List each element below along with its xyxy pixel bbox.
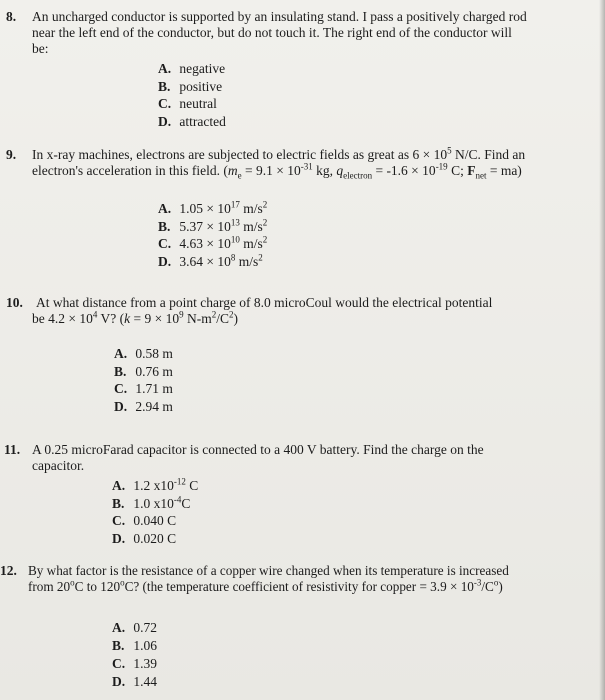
option-text: 3.64 × 10: [179, 253, 231, 269]
answer-option[interactable]: [112, 495, 198, 513]
option-text: 5.37 × 10: [179, 218, 231, 234]
option-unit: m/s: [239, 201, 263, 216]
answer-option[interactable]: [112, 477, 198, 495]
option-letter: A.: [158, 61, 172, 76]
option-letter: C.: [158, 236, 172, 251]
text-segment: from 20: [28, 579, 71, 594]
option-text: 1.71 m: [135, 381, 173, 396]
text-segment: electron's acceleration in this field. (: [32, 163, 228, 178]
question-line: be:: [32, 41, 49, 56]
option-text: attracted: [179, 113, 226, 129]
option-letter: D.: [158, 253, 172, 269]
question-9: [0, 140, 605, 280]
text-segment: N/C. Find an: [451, 147, 526, 162]
answer-option[interactable]: [112, 512, 198, 530]
question-line: By what factor is the resistance of a copper wire changed when its temperature is increased: [28, 563, 509, 578]
question-line: [32, 163, 600, 179]
symbol: q: [336, 163, 344, 178]
symbol: F: [467, 163, 476, 178]
option-text: neutral: [179, 96, 217, 111]
answer-option[interactable]: [112, 673, 157, 691]
option-text: positive: [179, 78, 223, 94]
exponent: 17: [230, 199, 240, 210]
answer-option[interactable]: [114, 398, 173, 416]
option-letter: B.: [114, 363, 127, 379]
option-letter: A.: [158, 201, 172, 216]
degree-mark: o: [70, 577, 75, 588]
text-segment: C? (the temperature coefficient of resistivity for copper = 3.9 × 10: [124, 579, 474, 594]
degree-mark: o: [493, 577, 499, 588]
text-segment: ): [498, 579, 503, 594]
option-text: 1.44: [133, 674, 157, 689]
option-text: 0.76 m: [135, 363, 173, 379]
question-text: [32, 147, 600, 179]
option-letter: A.: [112, 478, 126, 493]
option-letter: B.: [112, 495, 125, 511]
text-segment: ): [233, 311, 238, 326]
text-segment: = 9 × 10: [130, 311, 180, 326]
option-letter: B.: [112, 638, 125, 653]
exponent: 8: [230, 252, 236, 262]
answer-options: [112, 619, 157, 691]
exponent: 2: [258, 252, 263, 262]
question-number: 8.: [6, 9, 17, 24]
answer-option[interactable]: [158, 200, 267, 218]
answer-option[interactable]: [112, 619, 157, 637]
answer-option[interactable]: [158, 235, 267, 253]
option-unit: m/s: [239, 218, 263, 234]
exponent: 2: [211, 309, 217, 320]
answer-options: [158, 200, 267, 270]
option-unit: m/s: [235, 253, 259, 269]
option-letter: C.: [158, 96, 172, 111]
text-segment: In x-ray machines, electrons are subjected to electric fields as great as 6 × 10: [32, 147, 448, 162]
question-number: 9.: [6, 147, 17, 162]
question-text: [28, 563, 602, 595]
question-number: 12.: [0, 563, 17, 578]
question-text: [32, 9, 600, 57]
question-text: [32, 295, 596, 327]
answer-option[interactable]: [114, 345, 173, 363]
text-segment: /C: [216, 311, 229, 326]
text-segment: be 4.2 × 10: [32, 311, 93, 326]
text-segment: = ma): [486, 163, 522, 178]
exponent: 10: [230, 234, 240, 245]
option-text: 0.040 C: [133, 513, 177, 528]
option-letter: C.: [112, 513, 126, 528]
page-edge-shadow: [599, 0, 605, 700]
question-line: [32, 311, 596, 327]
question-8: [0, 0, 605, 130]
option-letter: B.: [158, 78, 171, 94]
option-text: 1.39: [133, 656, 157, 671]
answer-option[interactable]: [158, 113, 226, 131]
subscript: electron: [343, 170, 373, 181]
exponent: -4: [173, 494, 182, 504]
option-unit: C: [181, 495, 191, 511]
question-number: 10.: [6, 295, 23, 310]
option-letter: D.: [114, 398, 128, 414]
answer-option[interactable]: [158, 60, 226, 78]
option-text: 1.2 x10: [133, 478, 174, 493]
symbol: k: [124, 311, 131, 326]
question-12: [0, 557, 605, 697]
exponent: -19: [435, 161, 448, 172]
answer-option[interactable]: [114, 363, 173, 381]
exponent: 2: [228, 309, 234, 320]
option-unit: C: [185, 478, 199, 493]
question-11: [0, 437, 605, 547]
answer-option[interactable]: [112, 637, 157, 655]
question-line: A 0.25 microFarad capacitor is connected to a 400 V battery. Find the charge on the: [32, 442, 484, 457]
text-segment: = -1.6 × 10: [372, 163, 436, 178]
answer-options: [158, 60, 226, 130]
option-text: 0.72: [133, 620, 157, 635]
exponent: 5: [447, 145, 452, 156]
exponent: 2: [262, 199, 268, 210]
exponent: 4: [92, 309, 98, 320]
question-text: [32, 442, 600, 474]
question-line: [32, 147, 600, 163]
text-segment: C;: [447, 163, 468, 178]
option-letter: D.: [112, 674, 126, 689]
option-letter: C.: [114, 381, 128, 396]
option-letter: A.: [114, 346, 128, 361]
option-text: 2.94 m: [135, 398, 173, 414]
text-segment: V? (: [97, 311, 125, 326]
question-line: capacitor.: [32, 458, 85, 473]
option-text: 4.63 × 10: [179, 236, 231, 251]
option-text: 0.58 m: [135, 346, 173, 361]
answer-option[interactable]: [158, 253, 267, 271]
answer-option[interactable]: [114, 380, 173, 398]
exponent: -3: [473, 577, 482, 588]
option-letter: D.: [158, 113, 172, 129]
option-letter: D.: [112, 530, 126, 546]
text-segment: N-m: [183, 311, 212, 326]
question-number: 11.: [4, 442, 21, 457]
answer-options: [112, 477, 198, 547]
text-segment: /C: [481, 579, 494, 594]
degree-mark: o: [120, 577, 125, 588]
text-segment: C to 120: [74, 579, 121, 594]
option-unit: m/s: [239, 236, 263, 251]
option-text: 1.05 × 10: [179, 201, 231, 216]
option-text: 1.06: [133, 638, 157, 653]
text-segment: kg,: [312, 163, 337, 178]
subscript: e: [237, 170, 242, 181]
question-line: At what distance from a point charge of 8.0 microCoul would the electrical potential: [36, 295, 493, 310]
option-letter: B.: [158, 218, 171, 234]
answer-option[interactable]: [112, 655, 157, 673]
answer-option[interactable]: [112, 530, 198, 548]
symbol: m: [227, 163, 238, 178]
text-segment: = 9.1 × 10: [241, 163, 301, 178]
question-line: An uncharged conductor is supported by an insulating stand. I pass a positively charged rod: [32, 9, 527, 24]
answer-option[interactable]: [158, 78, 226, 96]
exponent: -31: [300, 161, 313, 172]
exponent: 13: [230, 217, 240, 227]
option-text: 0.020 C: [133, 530, 177, 546]
question-line: near the left end of the conductor, but do not touch it. The right end of the conductor will: [32, 25, 512, 40]
question-line: [28, 579, 602, 595]
answer-options: [114, 345, 173, 415]
answer-option[interactable]: [158, 95, 226, 113]
question-10: [0, 290, 605, 430]
subscript: net: [475, 170, 487, 181]
exponent: 2: [262, 234, 268, 245]
option-letter: A.: [112, 620, 126, 635]
option-letter: C.: [112, 656, 126, 671]
answer-option[interactable]: [158, 218, 267, 236]
exponent: 2: [262, 217, 268, 227]
option-text: negative: [179, 61, 226, 76]
exponent: 9: [179, 309, 184, 320]
option-text: 1.0 x10: [133, 495, 174, 511]
exponent: -12: [173, 476, 186, 487]
